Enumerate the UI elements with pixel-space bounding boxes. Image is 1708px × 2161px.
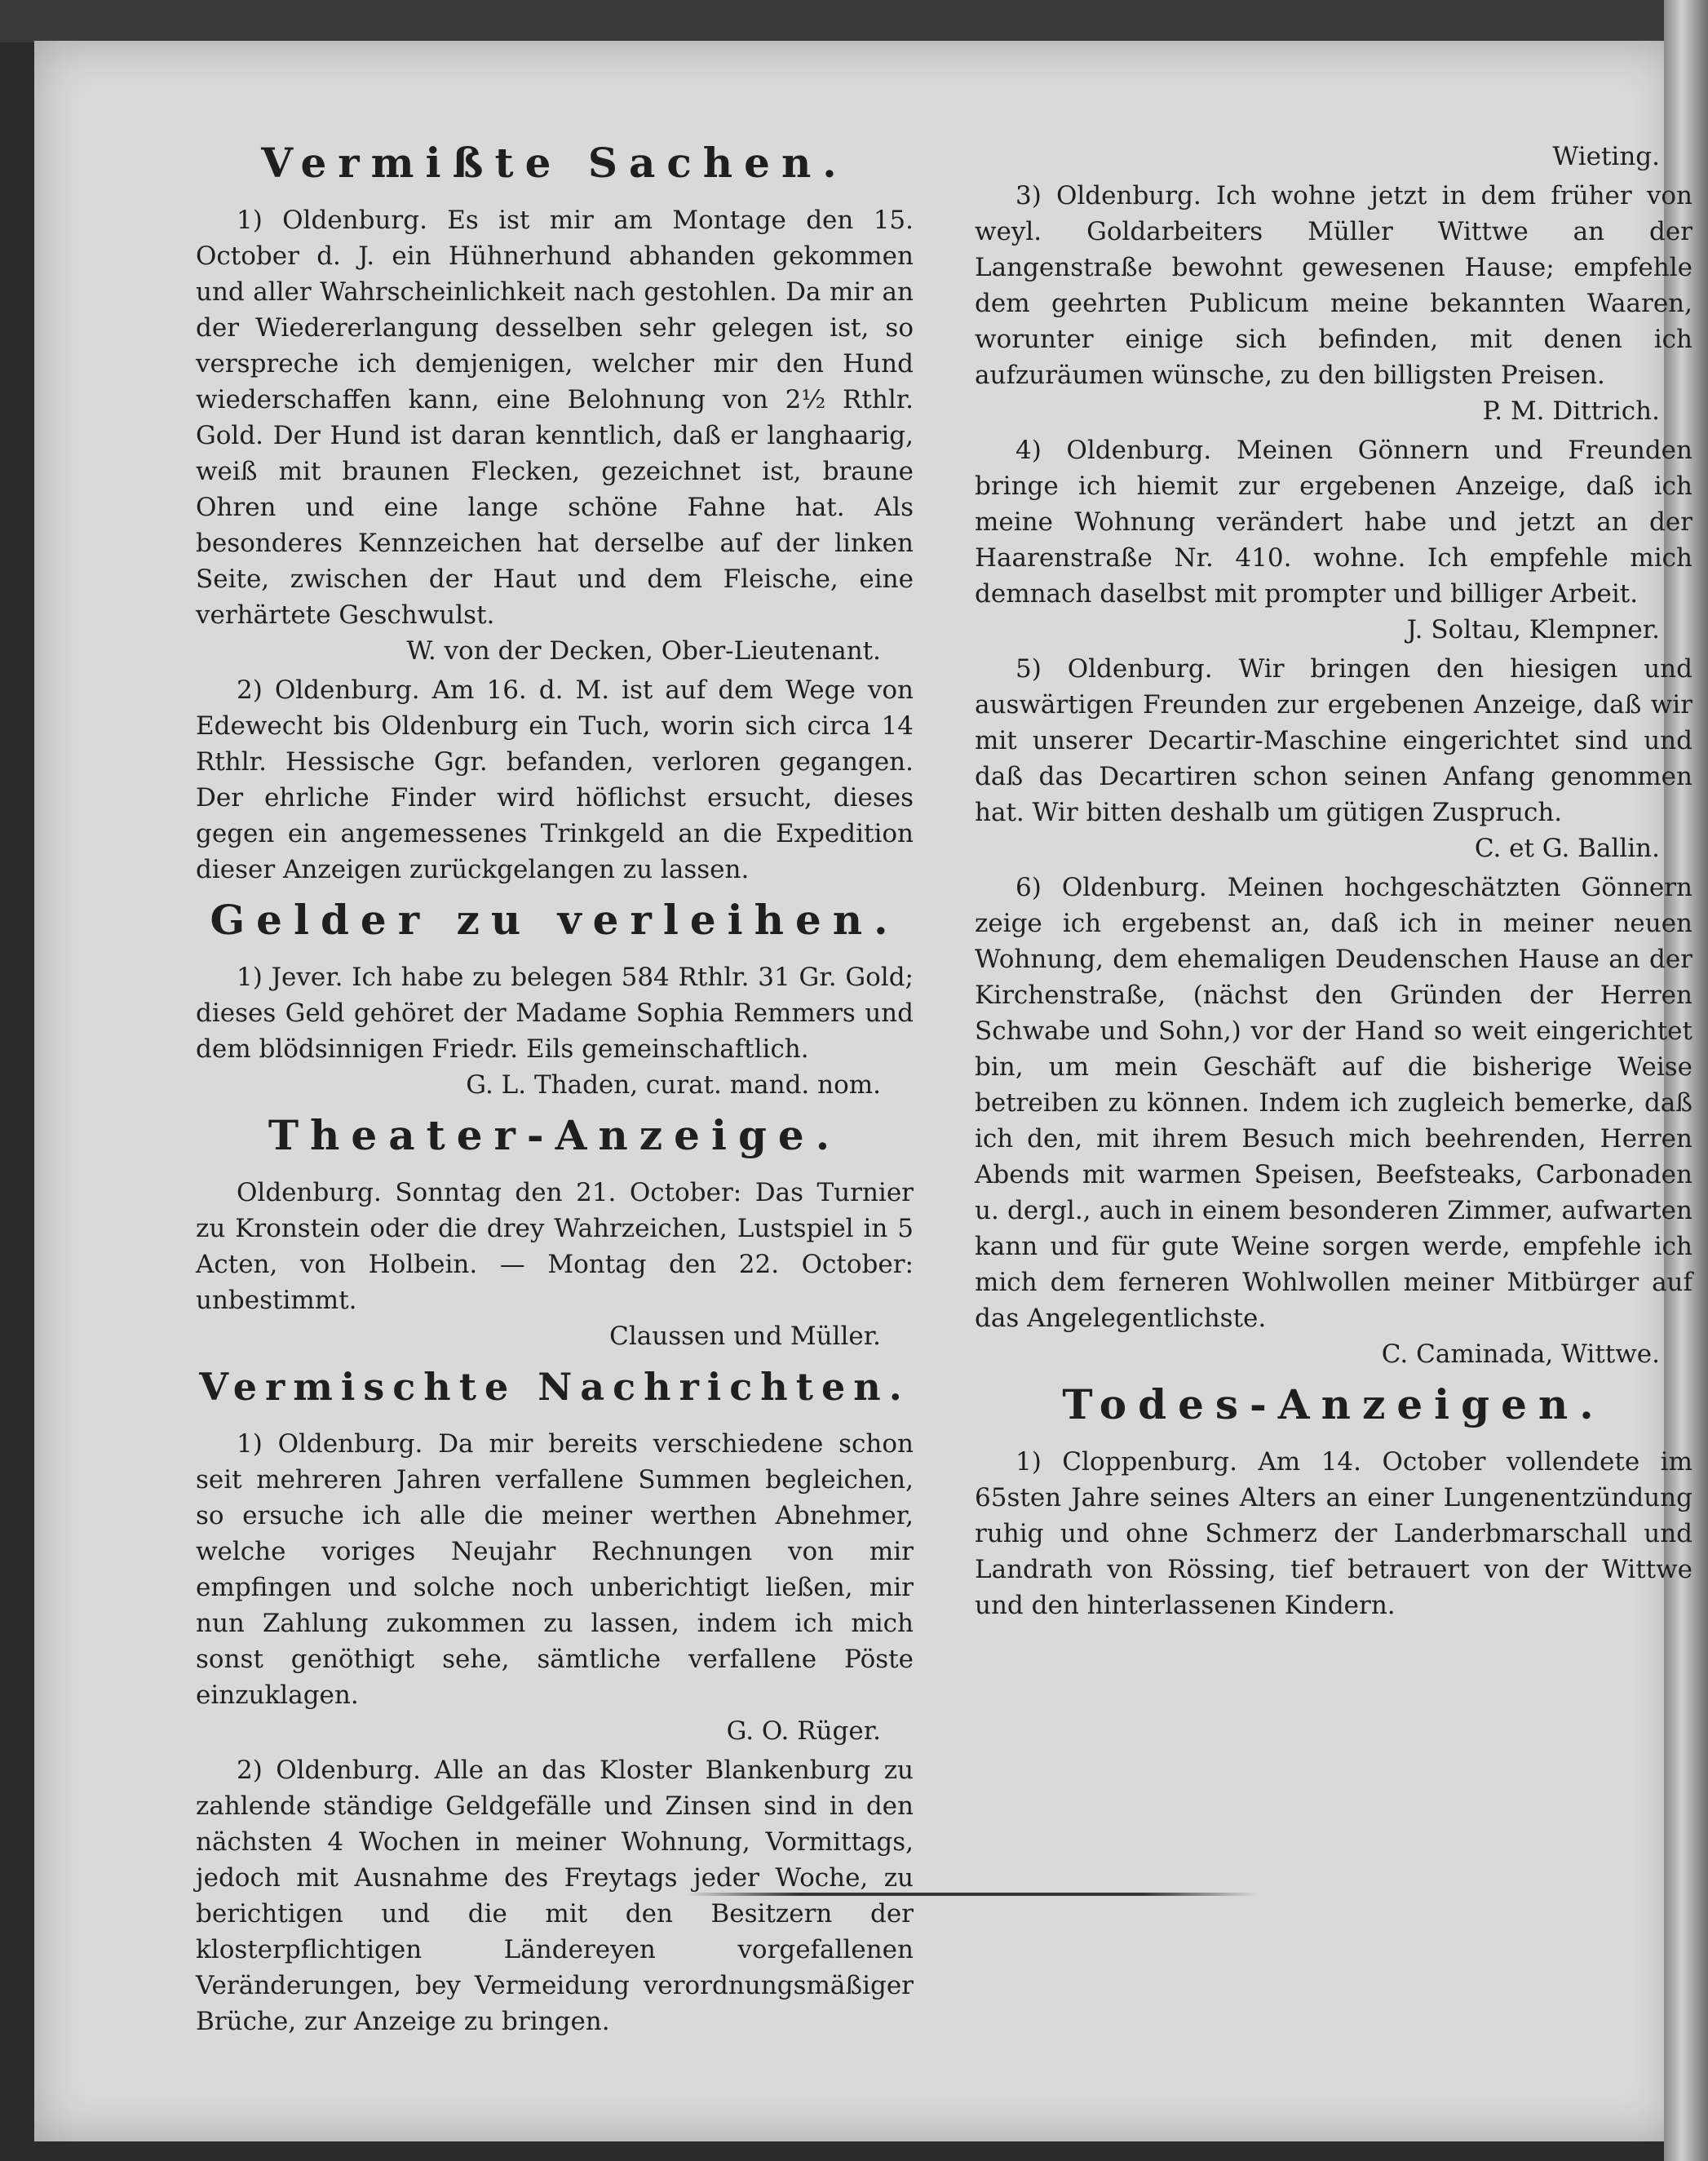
notice-theater: Oldenburg. Sonntag den 21. October: Das Turnier zu Kronstein oder die drey Wahrzeichen, Lustspiel in 5 Acten, von Holbein. — Montag den 22. October: unbestimmt.: [196, 1178, 914, 1315]
notice-caminada: 6) Oldenburg. Meinen hochgeschätzten Gönnern zeige ich ergebenst an, daß ich in meiner neuen Wohnung, dem ehemaligen Deudenschen Hause an der Kirchenstraße, (nächst den Gründen der Herren Schwabe und Sohn,) vor der Hand so weit eingerichtet bin, um mein Geschäft auf die bisherige Weise betreiben zu können. Indem ich zugleich bemerke, daß ich den, mit ihrem Besuch mich beehrenden, Herren Abends mit warmen Speisen, Beefsteaks, Carbonaden u. dergl., auch in einem besonderen Zimmer, aufwarten kann und für gute Weine sorgen werde, empfehle ich mich dem ferneren Wohlwollen meiner Mitbürger auf das Angelegentlichste.: [975, 873, 1693, 1333]
heading-theater: Theater-Anzeige.: [268, 1111, 842, 1159]
notice-lost-cloth: 2) Oldenburg. Am 16. d. M. ist auf dem Wege von Edewecht bis Oldenburg ein Tuch, worin sich circa 14 Rthlr. Hessische Ggr. befanden, verloren gegangen. Der ehrliche Finder wird höflichst ersucht, dieses gegen ein angemessenes Trinkgeld an die Expedition dieser Anzeigen zurückgelangen zu lassen.: [196, 675, 914, 884]
notice-kloster: 2) Oldenburg. Alle an das Kloster Blankenburg zu zahlende ständige Geldgefälle und Zinsen sind in den nächsten 4 Wochen in meiner Wohnung, Vormittags, jedoch mit Ausnahme des Freytags jeder Woche, zu berichtigen und die mit den Besitzern der klosterpflichtigen Ländereyen vorgefallenen Veränderungen, bey Vermeidung verordnungsmäßiger Brüche, zur Anzeige zu bringen.: [196, 1756, 914, 2036]
notice-signature: Wieting.: [1552, 142, 1660, 171]
notice-signature: P. M. Dittrich.: [1482, 396, 1660, 426]
notice-dittrich: 3) Oldenburg. Ich wohne jetzt in dem früher von weyl. Goldarbeiters Müller Wittwe an der Langenstraße bewohnt gewesenen Hause; empfehle dem geehrten Publicum meine bekannten Waaren, worunter einige sich befinden, mit denen ich aufzuräumen wünsche, zu den billigsten Preisen.: [975, 181, 1693, 390]
notice-payment: 1) Oldenburg. Da mir bereits verschiedene schon seit mehreren Jahren verfallene Summen begleichen, so ersuche ich alle die meiner werthen Abnehmer, welche voriges Neujahr Rechnungen von mir empfingen und solche noch unberichtigt ließen, mir nun Zahlung zukommen zu lassen, indem ich mich sonst genöthigt sehe, sämtliche verfallene Pöste einzuklagen.: [196, 1429, 914, 1710]
notice-loan: 1) Jever. Ich habe zu belegen 584 Rthlr. 31 Gr. Gold; dieses Geld gehöret der Madame Sophia Remmers und dem blödsinnigen Friedr. Eils gemeinschaftlich.: [196, 963, 914, 1064]
notice-soltau: 4) Oldenburg. Meinen Gönnern und Freunden bringe ich hiemit zur ergebenen Anzeige, daß ich meine Wohnung verändert habe und jetzt an der Haarenstraße Nr. 410. wohne. Ich empfehle mich demnach daselbst mit prompter und billiger Arbeit.: [975, 436, 1693, 609]
heading-gelder: Gelder zu verleihen.: [210, 896, 900, 944]
notice-signature: G. L. Thaden, curat. mand. nom.: [466, 1070, 881, 1100]
scan-border-top: [0, 0, 1708, 42]
notice-signature: C. et G. Ballin.: [1474, 834, 1660, 863]
heading-vermisste-sachen: Vermißte Sachen.: [261, 139, 848, 187]
notice-signature: J. Soltau, Klempner.: [1406, 615, 1660, 644]
notice-ballin: 5) Oldenburg. Wir bringen den hiesigen und auswärtigen Freunden zur ergebenen Anzeige, daß wir mit unserer Decartir-Maschine eingerichtet sind und daß das Decartiren schon seinen Anfang genommen hat. Wir bitten deshalb um gütigen Zuspruch.: [975, 654, 1693, 827]
closing-rule: [685, 1893, 1256, 1896]
notice-lost-dog: 1) Oldenburg. Es ist mir am Montage den 15. October d. J. ein Hühnerhund abhanden gekommen und aller Wahrscheinlichkeit nach gestohlen. Da mir an der Wiedererlangung desselben sehr gelegen ist, so verspreche ich demjenigen, welcher mir den Hund wiederschaffen kann, eine Belohnung von 2½ Rthlr. Gold. Der Hund ist daran kenntlich, daß er langhaarig, weiß mit braunen Flecken, gezeichnet ist, braune Ohren und eine lange schöne Fahne hat. Als besonderes Kennzeichen hat derselbe auf der linken Seite, zwischen der Haut und dem Fleische, eine verhärtete Geschwulst.: [196, 206, 914, 630]
notice-signature: C. Caminada, Wittwe.: [1381, 1340, 1660, 1369]
notice-signature: Claussen und Müller.: [609, 1322, 881, 1351]
notice-death: 1) Cloppenburg. Am 14. October vollendete im 65sten Jahre seines Alters an einer Lungenentzündung ruhig und ohne Schmerz der Landerbmarschall und Landrath von Rössing, tief betrauert von der Wittwe und den hinterlassenen Kindern.: [975, 1447, 1693, 1620]
notice-signature: W. von der Decken, Ober-Lieutenant.: [406, 636, 881, 666]
heading-vermischte-nachrichten: Vermischte Nachrichten.: [199, 1365, 910, 1409]
right-column: [975, 139, 1693, 1623]
left-column: [196, 131, 914, 2039]
notice-signature: G. O. Rüger.: [726, 1716, 881, 1746]
heading-todes-anzeigen: Todes-Anzeigen.: [1062, 1380, 1605, 1428]
